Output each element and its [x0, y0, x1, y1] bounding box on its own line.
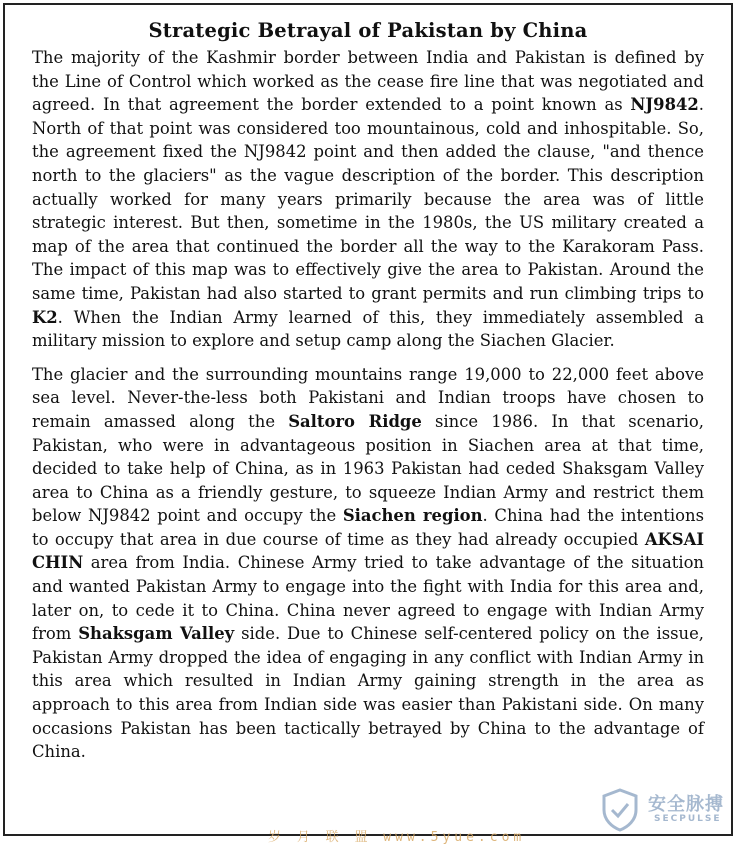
- text-run: . North of that point was considered too mountainous, cold and inhospitable. So, the agreement fixed the NJ9842 point and then added the clause, "and thence north to the glaciers" as the vague description of the border. This description actually worked for many years primarily because the area was of little strategic interest. But then, sometime in the 1980s, the US military created a map of the area that continued the border all the way to the Karakoram Pass. The impact of this map was to effectively give the area to Pakistan. Around the same time, Pakistan had also started to grant permits and run climbing trips to: [32, 95, 704, 303]
- secpulse-watermark-logo: [600, 788, 730, 832]
- bold-term: NJ9842: [630, 95, 699, 115]
- text-run: . When the Indian Army learned of this, they immediately assembled a military mission to explore and setup camp along the Siachen Glacier.: [32, 307, 704, 351]
- bold-term: Shaksgam Valley: [78, 624, 235, 644]
- paragraph-1: [32, 46, 704, 353]
- bold-term: K2: [32, 307, 58, 327]
- text-run: The glacier and the surrounding mountains range 19,000 to 22,000 feet above sea level. Never-the-less both Pakistani and Indian troops have chosen to remain amassed along the: [32, 364, 704, 431]
- paragraph-2: [32, 363, 704, 764]
- text-run: The majority of the Kashmir border between India and Pakistan is defined by the Line of Control which worked as the cease fire line that was negotiated and agreed. In that agreement the border extended to a point known as: [32, 48, 704, 115]
- site-watermark: 岁 月 联 盟 www.5yue.com: [268, 830, 526, 845]
- text-run: area from India. Chinese Army tried to take advantage of the situation and wanted Pakistan Army to engage into the fight with India for this area and, later on, to cede it to China. China never agreed to engage with Indian Army from: [32, 553, 704, 644]
- document-frame: [3, 3, 733, 836]
- bold-term: Siachen region: [342, 506, 483, 526]
- shield-icon: [600, 788, 640, 832]
- watermark-text-en: SECPULSE: [654, 814, 722, 824]
- bold-term: AKSAI CHIN: [32, 529, 704, 573]
- text-run: since 1986. In that scenario, Pakistan, who were in advantageous position in Siachen area at that time, decided to take help of China, as in 1963 Pakistan had ceded Shaksgam Valley area to China as a friendly gesture, to squeeze Indian Army and restrict them below NJ9842 point and occupy the: [32, 411, 704, 526]
- watermark-text-cn: 安全脉搏: [648, 794, 724, 815]
- document-title: Strategic Betrayal of Pakistan by China: [148, 19, 588, 42]
- text-run: side. Due to Chinese self-centered policy on the issue, Pakistan Army dropped the idea of engaging in any conflict with Indian Army in this area which resulted in Indian Army gaining strength in the area as approach to this area from Indian side was easier than Pakistani side. On many occasions Pakistan has been tactically betrayed by China to the advantage of China.: [32, 624, 705, 762]
- text-run: . China had the intentions to occupy that area in due course of time as they had already occupied: [32, 506, 705, 549]
- bold-term: Saltoro Ridge: [288, 411, 422, 431]
